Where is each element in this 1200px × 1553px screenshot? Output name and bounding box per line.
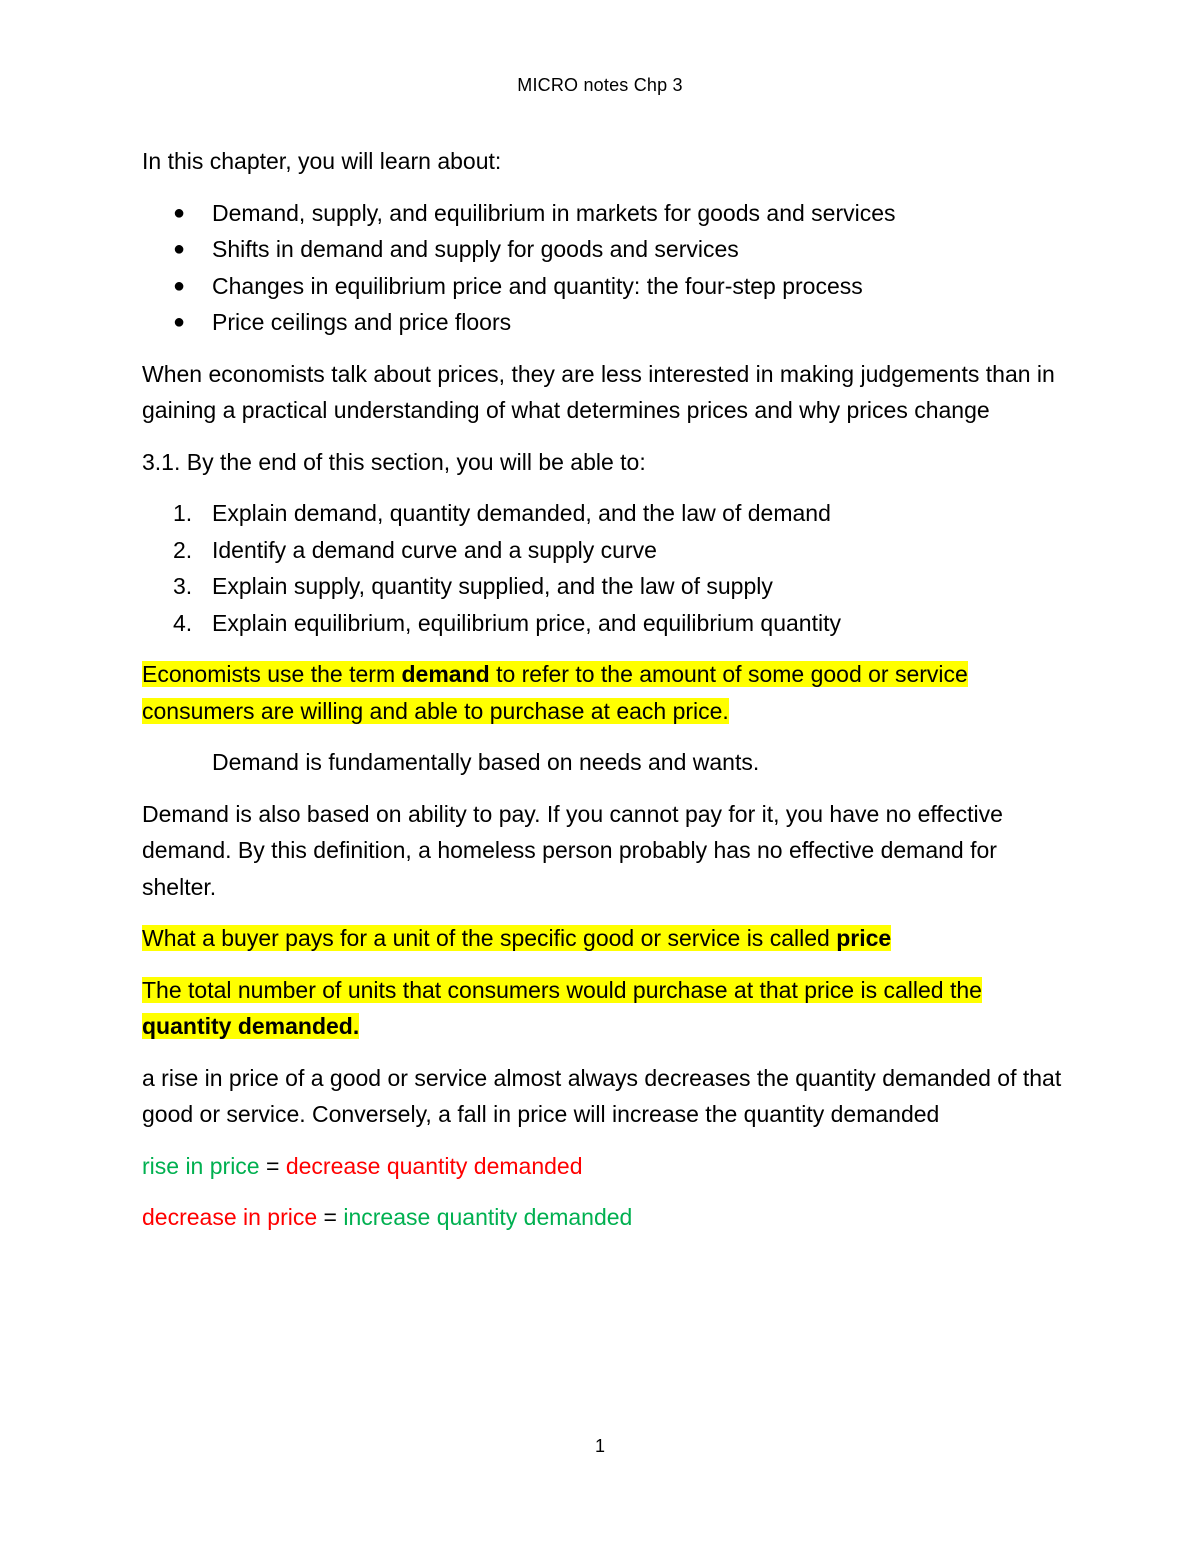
list-item-text: Changes in equilibrium price and quantity: the four-step process: [212, 272, 863, 299]
list-item-text: Shifts in demand and supply for goods and services: [212, 236, 739, 262]
rise-paragraph: a rise in price of a good or service almost always decreases the quantity demanded of that good or service. Conversely, a fall in price will increase the quantity demanded: [142, 1064, 1062, 1127]
rule-decrease-in-price: [142, 1199, 1062, 1236]
list-item-text: Identify a demand curve and a supply curve: [212, 536, 657, 563]
demand-definition: [142, 656, 1062, 729]
rule-equals: =: [259, 1152, 286, 1179]
page-header: MICRO notes Chp 3: [517, 75, 683, 95]
list-item-text: Demand, supply, and equilibrium in markets for goods and services: [212, 199, 896, 226]
list-item-text: Explain equilibrium, equilibrium price, and equilibrium quantity: [212, 609, 841, 636]
list-number: 3.: [173, 573, 193, 599]
list-item-text: Explain supply, quantity supplied, and the law of supply: [212, 573, 773, 599]
intro-text: In this chapter, you will learn about:: [142, 148, 502, 174]
qd-term: quantity demanded.: [142, 1013, 360, 1039]
learn-list: [142, 195, 1062, 341]
list-item: [142, 304, 1062, 341]
rule-left: rise in price: [142, 1152, 260, 1179]
rule-equals: =: [317, 1204, 344, 1230]
bullet-icon: ●: [173, 311, 186, 333]
list-number: 4.: [173, 609, 193, 636]
rule-rise-in-price: [142, 1148, 1062, 1185]
rule-left: decrease in price: [142, 1204, 318, 1230]
section-heading: 3.1. By the end of this section, you will be able to:: [142, 448, 646, 475]
list-item: [142, 532, 1062, 569]
demand-term: demand: [401, 661, 490, 687]
price-definition: [142, 920, 1062, 957]
bullet-icon: ●: [173, 201, 186, 224]
bullet-icon: ●: [173, 274, 186, 297]
list-item: [142, 195, 1062, 232]
page-content: [142, 143, 1062, 1251]
list-item-text: Explain demand, quantity demanded, and the law of demand: [212, 500, 831, 526]
rule-right: increase quantity demanded: [343, 1204, 633, 1230]
page-number: 1: [594, 1436, 605, 1456]
highlighted-text: [142, 925, 891, 951]
price-term: price: [836, 925, 892, 951]
list-item: [142, 605, 1062, 642]
list-item: [142, 568, 1062, 605]
quantity-demanded-definition: [142, 972, 1062, 1045]
highlighted-text: [142, 661, 968, 724]
qd-def-before: The total number of units that consumers would purchase at that price is called the: [142, 976, 982, 1003]
list-item: [142, 268, 1062, 305]
economists-paragraph: When economists talk about prices, they are less interested in making judgements than in gaining a practical understanding of what determines prices and why prices change: [142, 360, 1055, 423]
rule-right: decrease quantity demanded: [285, 1152, 583, 1179]
price-def-before: What a buyer pays for a unit of the specific good or service is called: [142, 925, 837, 951]
list-item-text: Price ceilings and price floors: [212, 309, 512, 335]
bullet-icon: ●: [173, 238, 186, 260]
ability-paragraph: Demand is also based on ability to pay. If you cannot pay for it, you have no effective demand. By this definition, a homeless person probably has no effective demand for shelter.: [142, 800, 1003, 900]
objectives-list: [142, 495, 1062, 641]
demand-def-before: Economists use the term: [142, 661, 402, 687]
demand-def-after: to refer to the amount of some good or service consumers are willing and able to purchase at each price.: [142, 661, 968, 724]
list-number: 1.: [173, 500, 193, 526]
highlighted-text: [142, 977, 982, 1040]
needs-wants-text: Demand is fundamentally based on needs and wants.: [212, 749, 760, 775]
list-item: [142, 495, 1062, 532]
list-number: 2.: [173, 536, 193, 563]
list-item: [142, 231, 1062, 268]
